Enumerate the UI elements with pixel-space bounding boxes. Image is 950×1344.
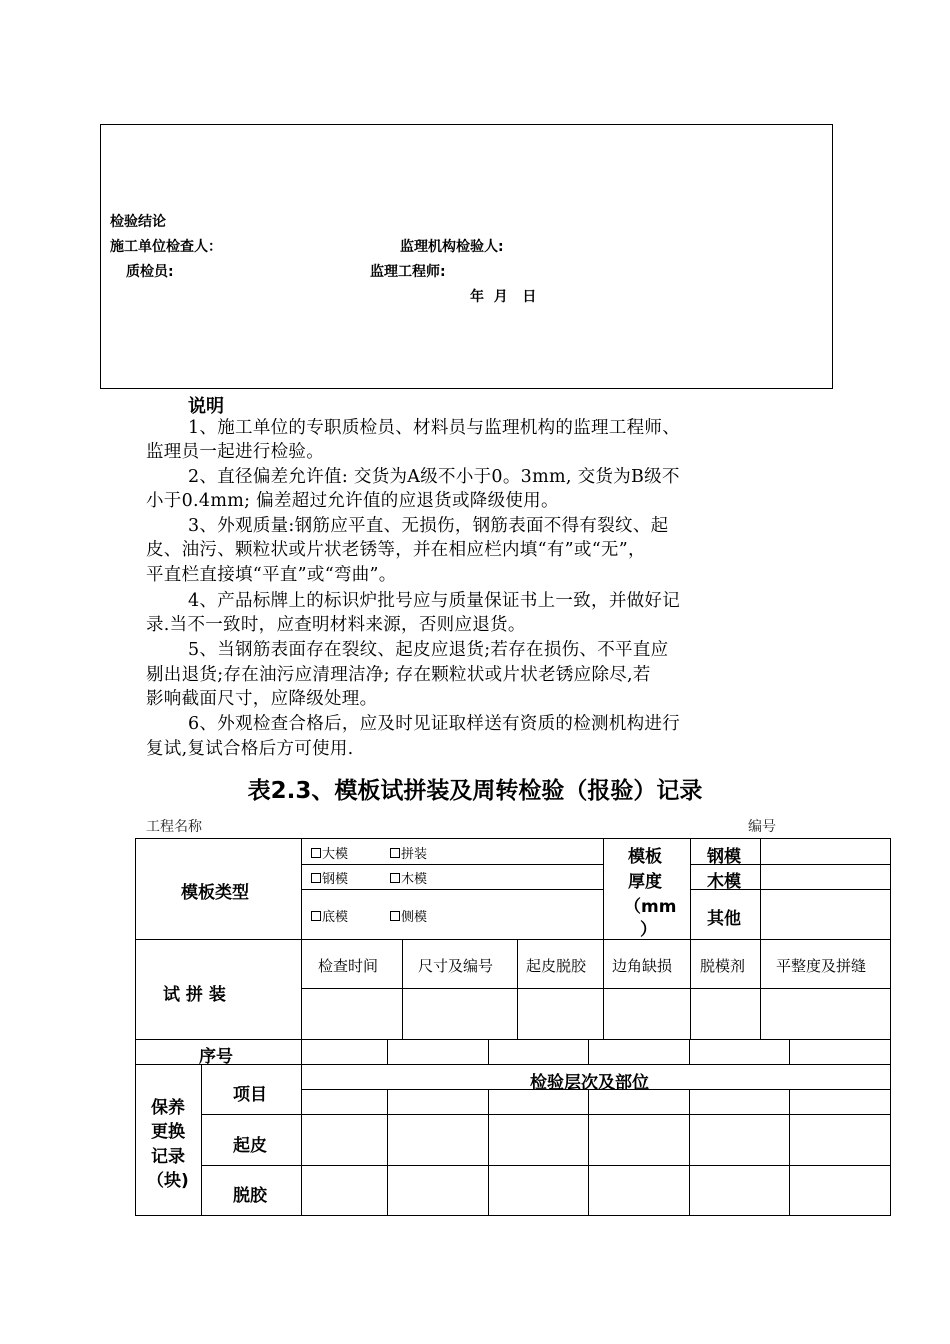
checkbox-icon (390, 873, 400, 883)
note-line: 小于0.4mm; 偏差超过允许值的应退货或降级使用。 (146, 491, 559, 511)
item-label: 项目 (233, 1085, 267, 1105)
maintenance-label-line: 保养 (151, 1098, 185, 1118)
note-line: 平直栏直接填“平直”或“弯曲”。 (146, 565, 397, 585)
row-label-peeling: 起皮 (233, 1136, 267, 1156)
contractor-inspector-label: 施工单位检查人： (110, 239, 222, 255)
material-steel-label: 钢模 (707, 847, 741, 867)
notes-heading: 说明 (188, 396, 224, 417)
maintenance-label-line: 更换 (151, 1122, 185, 1142)
checkbox-icon (311, 873, 321, 883)
checkbox-icon (311, 911, 321, 921)
project-name-label: 工程名称 (146, 819, 202, 835)
option-assembled-formwork[interactable]: 拼装 (390, 843, 427, 862)
option-bottom-formwork[interactable]: 底模 (311, 906, 348, 925)
maintenance-label-line: （块) (147, 1171, 189, 1191)
note-line: 复试,复试合格后方可使用. (146, 739, 354, 759)
conclusion-box (100, 124, 833, 389)
checkbox-icon (390, 848, 400, 858)
option-side-formwork[interactable]: 侧模 (390, 906, 427, 925)
checkbox-icon (390, 911, 400, 921)
date-label: 年 月 日 (470, 289, 537, 305)
sequence-label: 序号 (199, 1047, 233, 1067)
thickness-label-line: ） (640, 920, 657, 940)
row-label-degumming: 脱胶 (233, 1186, 267, 1206)
checkbox-icon (311, 848, 321, 858)
thickness-label-line: 厚度 (628, 872, 662, 892)
number-label: 编号 (748, 819, 776, 835)
note-line: 5、当钢筋表面存在裂纹、起皮应退货;若存在损伤、不平直应 (188, 640, 669, 660)
inspection-layer-label: 检验层次及部位 (530, 1073, 649, 1093)
option-large-formwork[interactable]: 大模 (311, 843, 348, 862)
material-other-label: 其他 (707, 909, 741, 929)
header-check-time: 检查时间 (318, 957, 379, 975)
note-line: 4、产品标牌上的标识炉批号应与质量保证书上一致，并做好记 (188, 591, 681, 611)
quality-inspector-label: 质检员: (126, 264, 174, 280)
material-wood-label: 木模 (707, 872, 741, 892)
note-line: 剔出退货;存在油污应清理洁净; 存在颗粒状或片状老锈应除尽,若 (146, 665, 651, 685)
header-edge-damage: 边角缺损 (612, 957, 673, 975)
formwork-type-label: 模板类型 (181, 883, 249, 903)
maintenance-label-line: 记录 (151, 1147, 185, 1167)
conclusion-label: 检验结论 (110, 214, 166, 230)
note-line: 6、外观检查合格后，应及时见证取样送有资质的检测机构进行 (188, 714, 681, 734)
note-line: 监理员一起进行检验。 (146, 442, 324, 462)
note-line: 1、施工单位的专职质检员、材料员与监理机构的监理工程师、 (188, 418, 681, 438)
note-line: 2、直径偏差允许值: 交货为A级不小于0。3mm, 交货为B级不 (188, 467, 680, 487)
note-line: 录.当不一致时，应查明材料来源，否则应退货。 (146, 615, 526, 635)
option-steel-formwork[interactable]: 钢模 (311, 868, 348, 887)
header-release-agent: 脱模剂 (700, 957, 746, 975)
note-line: 影响截面尺寸，应降级处理。 (146, 689, 378, 709)
thickness-label-line: （mm (624, 897, 677, 917)
supervisor-inspector-label: 监理机构检验人: (400, 239, 504, 255)
trial-assembly-label: 试 拼 装 (163, 985, 226, 1005)
note-line: 皮、油污、颗粒状或片状老锈等，并在相应栏内填“有”或“无”， (146, 540, 646, 560)
header-flatness-joints: 平整度及拼缝 (776, 957, 867, 975)
header-peeling: 起皮脱胶 (526, 957, 587, 975)
option-wood-formwork[interactable]: 木模 (390, 868, 427, 887)
note-line: 3、外观质量:钢筋应平直、无损伤，钢筋表面不得有裂纹、起 (188, 516, 669, 536)
header-size-number: 尺寸及编号 (418, 957, 494, 975)
thickness-label-line: 模板 (628, 847, 662, 867)
table-title: 表2.3、模板试拼装及周转检验（报验）记录 (247, 778, 703, 804)
supervising-engineer-label: 监理工程师: (370, 264, 446, 280)
